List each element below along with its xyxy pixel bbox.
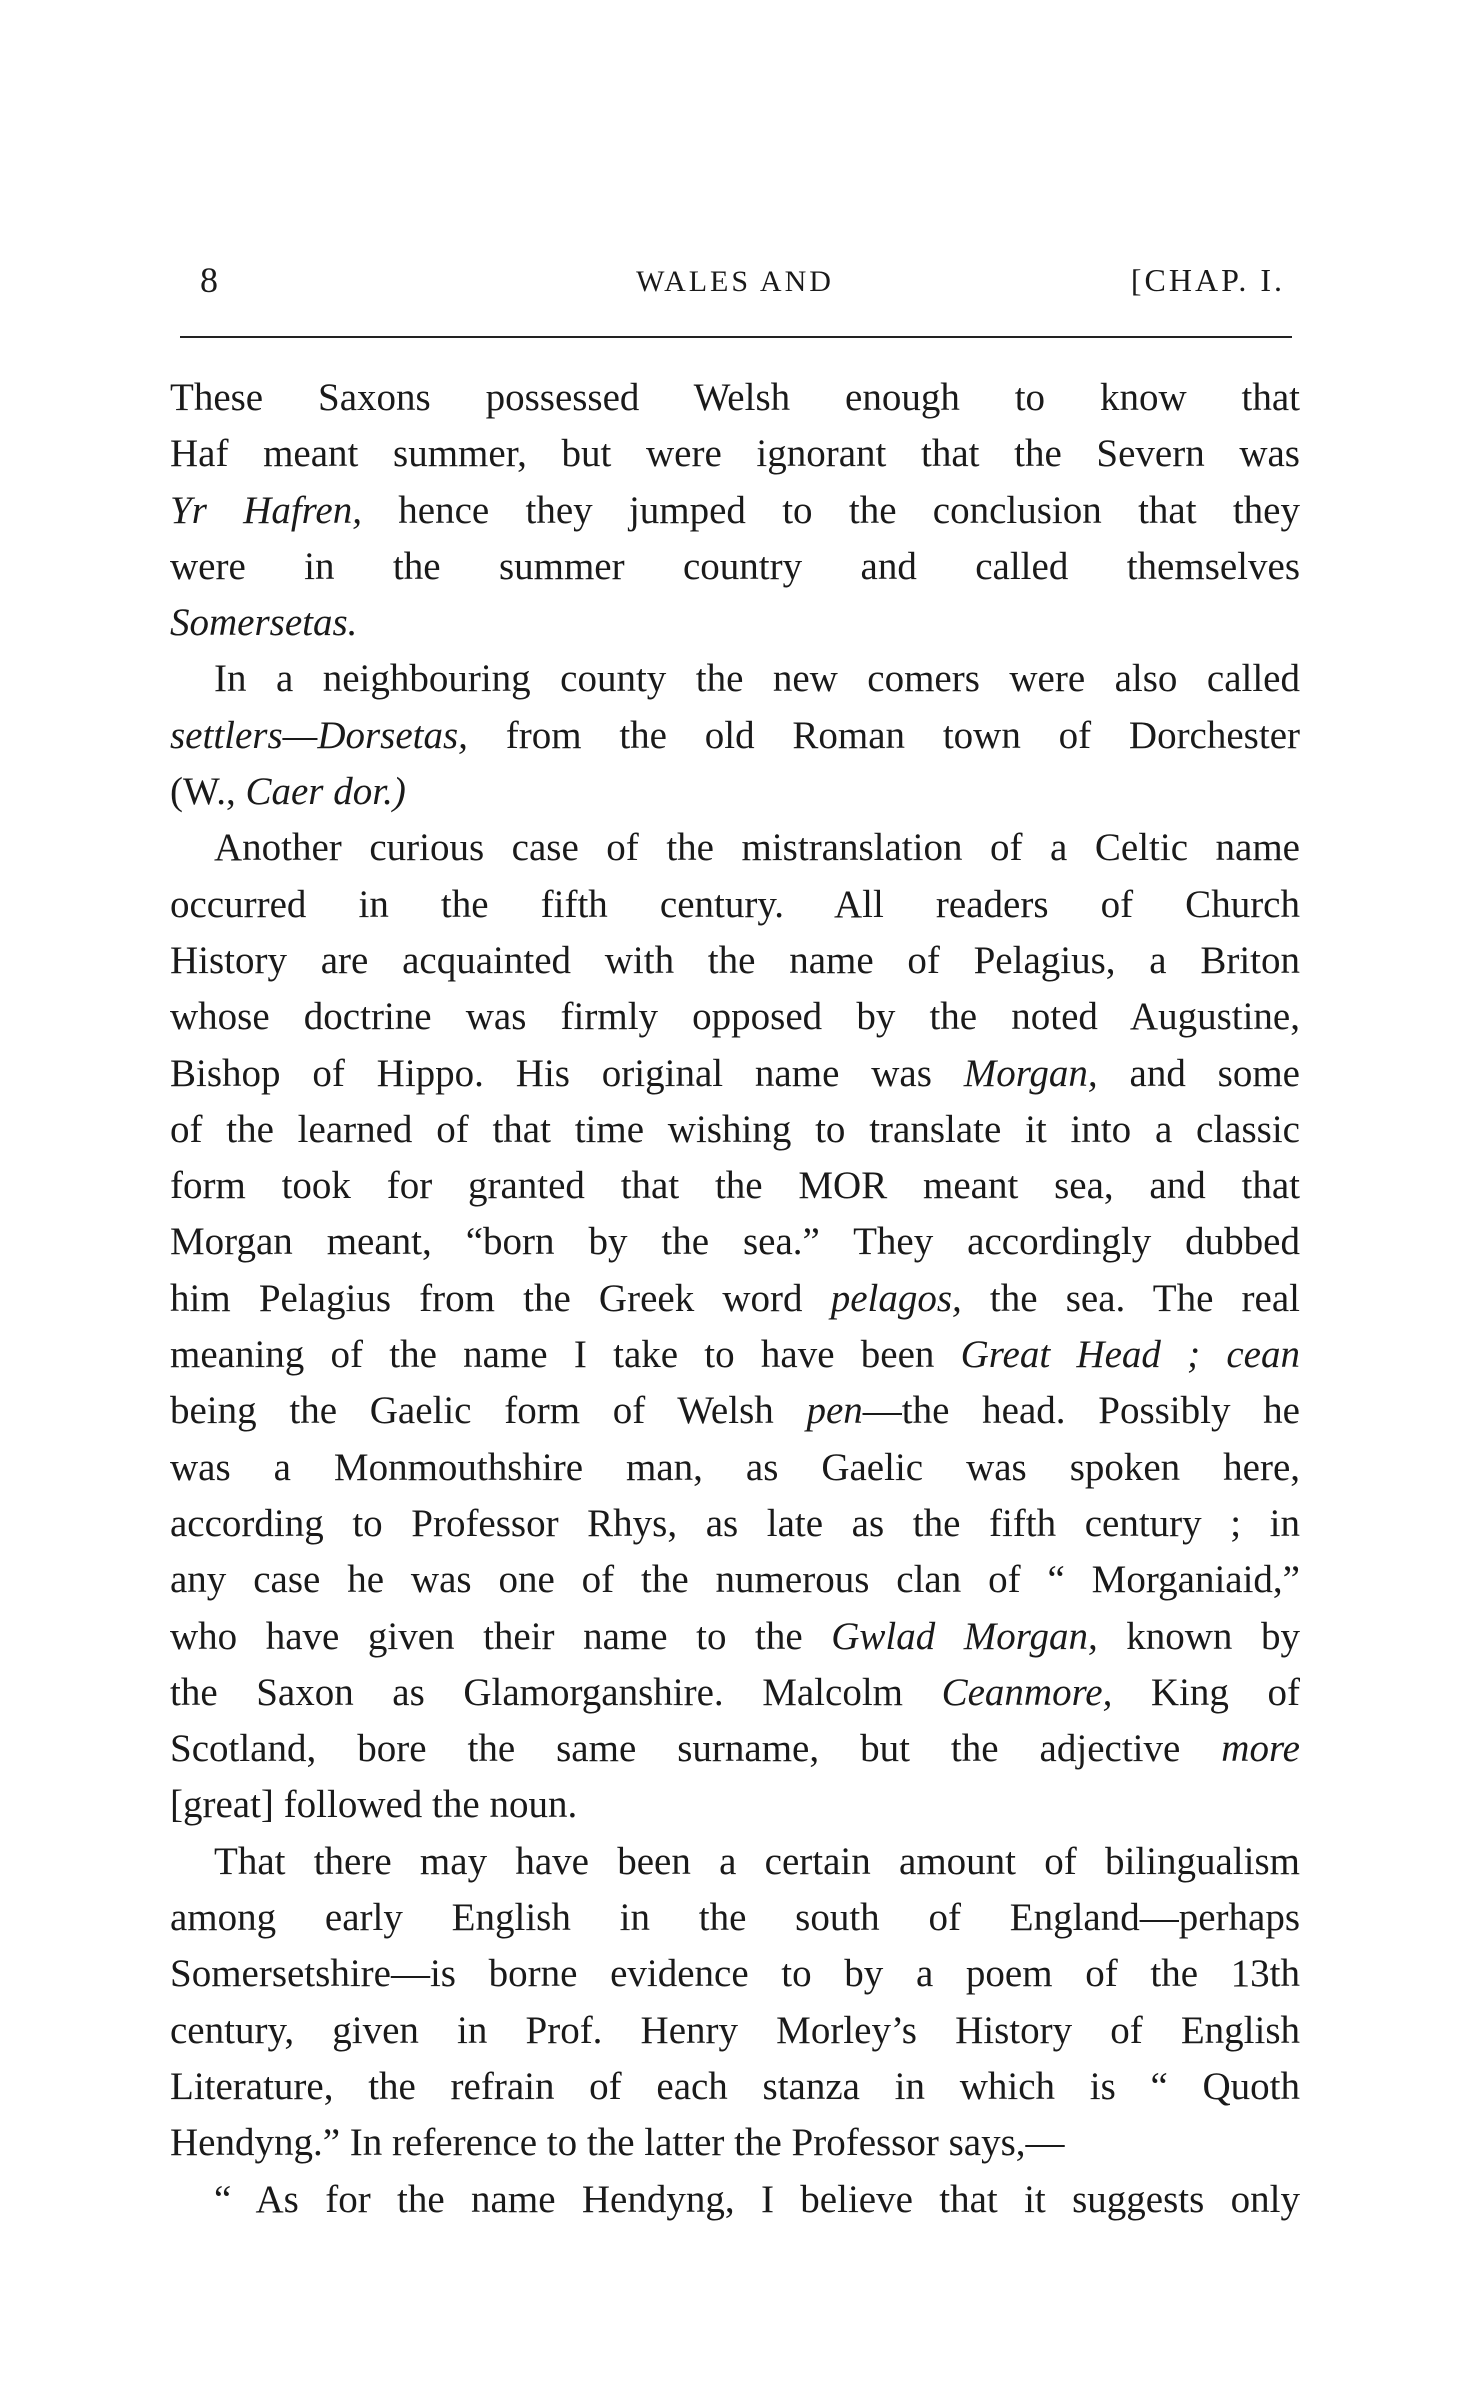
text-segment: the Saxon as Glamorganshire. Malcolm xyxy=(170,1670,942,1714)
text-line xyxy=(170,708,1300,764)
text-line: That there may have been a certain amount of bilingualism xyxy=(214,1839,1300,1883)
italic-text: Great Head ; cean xyxy=(960,1333,1300,1377)
text-line: History are acquainted with the name of Pelagius, a Briton xyxy=(170,938,1300,982)
text-line: any case he was one of the numerous clan of “ Morganiaid,” xyxy=(170,1558,1300,1602)
running-title: WALES AND xyxy=(636,265,834,298)
text-line xyxy=(170,1046,1300,1102)
text-segment: the sea. The real xyxy=(961,1276,1300,1320)
text-line: Somersetshire—is borne evidence to by a poem of the 13th xyxy=(170,1952,1300,1996)
italic-text: more xyxy=(1221,1727,1300,1771)
italic-text: Somersetas. xyxy=(170,601,358,645)
text-line xyxy=(170,595,1300,651)
italic-text: settlers—Dorsetas, xyxy=(170,713,468,757)
text-line: Haf meant summer, but were ignorant that the Severn was xyxy=(170,432,1300,476)
italic-text: Morgan, xyxy=(963,1051,1098,1095)
text-line: These Saxons possessed Welsh enough to know that xyxy=(170,376,1300,419)
text-line xyxy=(170,483,1300,539)
text-segment: King of xyxy=(1112,1670,1300,1714)
text-line: whose doctrine was firmly opposed by the noted Augustine, xyxy=(170,995,1300,1039)
body-text xyxy=(170,370,1300,2228)
text-line xyxy=(170,764,1300,820)
text-segment: Scotland, bore the same surname, but the adjective xyxy=(170,1727,1222,1771)
text-line xyxy=(170,1721,1300,1777)
italic-text: Gwlad Morgan, xyxy=(831,1614,1098,1658)
text-line: form took for granted that the MOR meant sea, and that xyxy=(170,1164,1300,1208)
text-segment: hence they jumped to the conclusion that they xyxy=(361,488,1300,532)
text-segment: who have given their name to the xyxy=(170,1614,832,1658)
italic-text: Yr Hafren, xyxy=(170,488,362,532)
text-line xyxy=(170,1383,1300,1439)
text-line: century, given in Prof. Henry Morley’s History of English xyxy=(170,2008,1300,2052)
book-page xyxy=(170,255,1300,2221)
text-line: occurred in the fifth century. All readers of Church xyxy=(170,882,1300,926)
text-line: was a Monmouthshire man, as Gaelic was spoken here, xyxy=(170,1445,1300,1489)
italic-text: Caer dor.) xyxy=(245,770,406,814)
page-number: 8 xyxy=(200,260,218,300)
text-line: “ As for the name Hendyng, I believe that it suggests only xyxy=(214,2177,1300,2221)
text-line xyxy=(170,1609,1300,1665)
text-segment: and some xyxy=(1097,1051,1300,1095)
text-line xyxy=(170,1271,1300,1327)
text-segment: him Pelagius from the Greek word xyxy=(170,1276,831,1320)
text-line xyxy=(170,1327,1300,1383)
text-line: of the learned of that time wishing to translate it into a classic xyxy=(170,1107,1300,1151)
italic-text: pelagos, xyxy=(830,1276,962,1320)
italic-text: Ceanmore, xyxy=(941,1670,1113,1714)
text-line: Hendyng.” In reference to the latter the Professor says,— xyxy=(170,2121,1065,2165)
text-line: [great] followed the noun. xyxy=(170,1783,578,1827)
text-line: In a neighbouring county the new comers were also called xyxy=(214,657,1300,701)
italic-text: pen xyxy=(806,1389,863,1433)
text-segment: meaning of the name I take to have been xyxy=(170,1333,961,1377)
text-line: Another curious case of the mistranslation of a Celtic name xyxy=(214,826,1300,870)
text-line xyxy=(170,1665,1300,1721)
text-line: according to Professor Rhys, as late as the fifth century ; in xyxy=(170,1501,1300,1545)
running-header xyxy=(170,255,1300,305)
text-segment: known by xyxy=(1097,1614,1300,1658)
text-line: Literature, the refrain of each stanza in which is “ Quoth xyxy=(170,2064,1300,2108)
chapter-label: [CHAP. I. xyxy=(1130,262,1285,298)
text-line: were in the summer country and called themselves xyxy=(170,544,1300,588)
text-segment: —the head. Possibly he xyxy=(862,1389,1300,1433)
header-rule xyxy=(180,336,1292,338)
text-segment: from the old Roman town of Dorchester xyxy=(467,713,1300,757)
text-segment: being the Gaelic form of Welsh xyxy=(170,1389,807,1433)
text-line: among early English in the south of England—perhaps xyxy=(170,1896,1300,1940)
text-segment: Bishop of Hippo. His original name was xyxy=(170,1051,964,1095)
text-line: Morgan meant, “born by the sea.” They accordingly dubbed xyxy=(170,1220,1300,1264)
text-segment: (W., xyxy=(170,770,246,814)
